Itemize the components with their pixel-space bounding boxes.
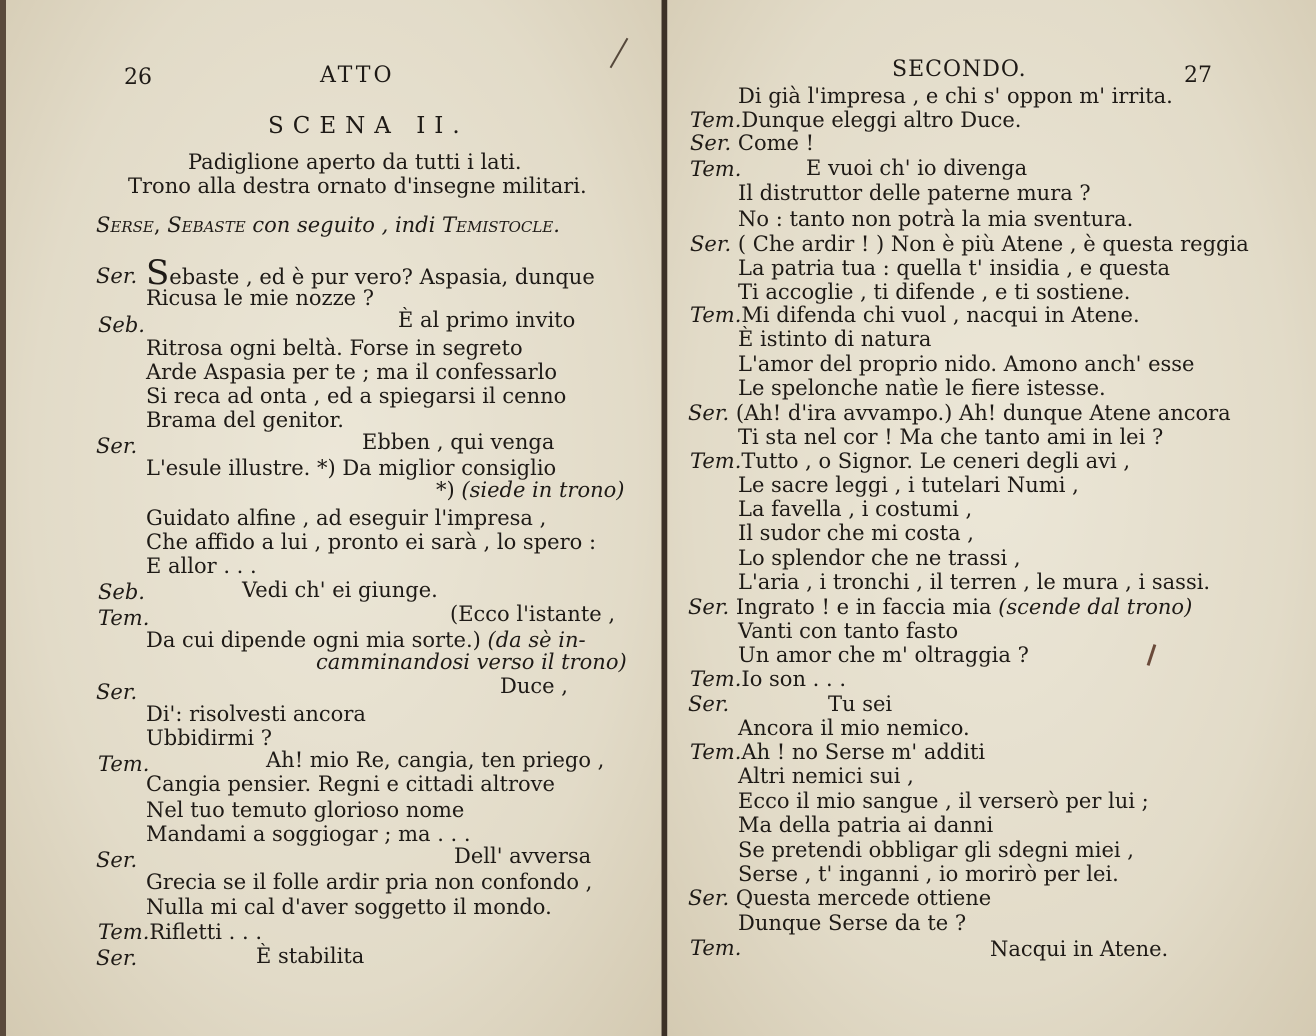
speaker-label: Tem. (690, 449, 742, 473)
speaker-label: Ser. (96, 264, 138, 288)
scene-title: SCENA II. (268, 113, 469, 139)
verse-line: Guidato alfine , ad eseguir l'impresa , (146, 506, 547, 530)
verse-line (98, 920, 262, 944)
page-number: 26 (124, 65, 152, 90)
verse-line: Ecco il mio sangue , il verserò per lui ; (738, 789, 1149, 813)
verse-line: E vuoi ch' io divenga (806, 156, 1028, 180)
verse-line: L'aria , i tronchi , il terren , le mura , i sassi. (738, 570, 1211, 594)
verse-line: Vedi ch' ei giunge. (242, 578, 438, 602)
verse-line: Di': risolvesti ancora (146, 702, 366, 726)
right-page (667, 0, 1316, 1036)
speaker-label: Tem. (690, 936, 742, 960)
drop-initial: S (146, 253, 170, 293)
verse-line: Altri nemici sui , (738, 764, 914, 788)
verse-text: Questa mercede ottiene (735, 886, 992, 910)
verse-text: Ah ! no Serse m' additi (741, 740, 986, 764)
verse-line (690, 740, 985, 764)
verse-text: Dunque eleggi altro Duce. (741, 108, 1022, 132)
verse-line: Arde Aspasia per te ; ma il confessarlo (146, 360, 558, 384)
verse-line: Ah! mio Re, cangia, ten priego , (266, 748, 605, 772)
speaker-label: Ser. (688, 886, 730, 910)
verse-text: Come ! (737, 131, 815, 155)
verse-line: Il distruttor delle paterne mura ? (738, 181, 1091, 205)
verse-line: Mandami a soggiogar ; ma . . . (146, 822, 471, 846)
verse-line: Che affido a lui , pronto ei sarà , lo spero : (146, 530, 597, 554)
verse-line: Grecia se il folle ardir pria non confondo , (146, 870, 593, 894)
verse-line: Le sacre leggi , i tutelari Numi , (738, 473, 1079, 497)
verse-line: Brama del genitor. (146, 408, 344, 432)
stage-direction-text: (scende dal trono) (998, 595, 1193, 619)
speaker-label: Tem. (690, 740, 742, 764)
speaker-label: Tem. (98, 920, 150, 944)
speaker-label: Tem. (690, 667, 742, 691)
verse-line: La patria tua : quella t' insidia , e questa (738, 256, 1170, 280)
speaker-label: Ser. (688, 595, 730, 619)
character-separator: , (153, 213, 161, 237)
characters-line (96, 213, 560, 237)
speaker-label: Ser. (96, 848, 138, 872)
speaker-label: Tem. (690, 157, 742, 181)
verse-line: Ti accoglie , ti difende , e ti sostiene. (738, 280, 1131, 304)
verse-line: L'esule illustre. *) Da miglior consiglio (146, 456, 557, 480)
stage-direction-text: (siede in trono) (461, 478, 625, 502)
verse-line: Si reca ad onta , ed a spiegarsi il cenno (146, 384, 567, 408)
character-name: Sebaste (167, 213, 246, 237)
verse-text: ( Che ardir ! ) Non è più Atene , è questa reggia (737, 232, 1249, 256)
verse-line: Ubbidirmi ? (146, 726, 273, 750)
verse-line: Se pretendi obbligar gli sdegni miei , (738, 838, 1134, 862)
speaker-label: Ser. (690, 232, 732, 256)
verse-line: Dunque Serse da te ? (738, 911, 967, 935)
verse-line: Serse , t' inganni , io morirò per lei. (738, 862, 1119, 886)
speaker-label: Ser. (688, 401, 730, 425)
verse-text: Tutto , o Signor. Le ceneri degli avi , (741, 449, 1131, 473)
verse-line: La favella , i costumi , (738, 497, 973, 521)
speaker-label: Seb. (98, 313, 145, 337)
speaker-label: Ser. (96, 946, 138, 970)
verse-line (688, 886, 991, 910)
verse-line: Ti sta nel cor ! Ma che tanto ami in lei ? (738, 425, 1164, 449)
footnote-mark: *) (436, 478, 455, 502)
setting-line: Padiglione aperto da tutti i lati. (188, 150, 522, 174)
speaker-label: Tem. (98, 752, 150, 776)
speaker-label: Tem. (98, 606, 150, 630)
verse-line: Nacqui in Atene. (990, 937, 1169, 961)
verse-line: Le spelonche natìe le fiere istesse. (738, 376, 1106, 400)
verse-line: È stabilita (256, 944, 365, 968)
left-page (6, 0, 662, 1036)
verse-line: Il sudor che mi costa , (738, 521, 974, 545)
verse-line: Cangia pensier. Regni e cittadi altrove (146, 772, 555, 796)
verse-text: (Ah! d'ira avvampo.) Ah! dunque Atene ancora (735, 401, 1231, 425)
stage-text: con seguito , indi (252, 213, 436, 237)
pencil-mark (1147, 644, 1157, 666)
setting-line: Trono alla destra ornato d'insegne militari. (128, 174, 587, 198)
verse-line (688, 595, 1192, 619)
verse-line (146, 628, 586, 652)
verse-line: Vanti con tanto fasto (738, 619, 959, 643)
verse-text: Da cui dipende ogni mia sorte.) (146, 628, 481, 652)
verse-line: No : tanto non potrà la mia sventura. (738, 207, 1134, 231)
verse-line: Di già l'impresa , e chi s' oppon m' irrita. (738, 84, 1173, 108)
speaker-label: Ser. (96, 434, 138, 458)
verse-text: Io son . . . (741, 667, 847, 691)
verse-line: È istinto di natura (738, 327, 932, 351)
verse-line: Nulla mi cal d'aver soggetto il mondo. (146, 895, 552, 919)
verse-text: Rifletti . . . (149, 920, 263, 944)
speaker-label: Ser. (96, 680, 138, 704)
verse-line (688, 401, 1231, 425)
stage-direction-text: camminandosi verso il trono) (316, 650, 627, 674)
stage-direction-text: (da sè in- (487, 628, 586, 652)
speaker-label: Seb. (98, 580, 145, 604)
verse-line (690, 449, 1130, 473)
verse-line (690, 667, 846, 691)
verse-line: È al primo invito (398, 308, 576, 332)
verse-text: Mi difenda chi vuol , nacqui in Atene. (741, 303, 1140, 327)
verse-line: L'amor del proprio nido. Amono anch' esse (738, 352, 1195, 376)
verse-line: Ma della patria ai danni (738, 813, 994, 837)
verse-line: Lo splendor che ne trassi , (738, 546, 1021, 570)
verse-line: Un amor che m' oltraggia ? (738, 643, 1029, 667)
verse-line: Ritrosa ogni beltà. Forse in segreto (146, 336, 523, 360)
verse-line (690, 232, 1249, 256)
verse-text: Ingrato ! e in faccia mia (735, 595, 992, 619)
verse-line: Tu sei (828, 692, 893, 716)
character-name: Serse (96, 213, 154, 237)
verse-line: Ancora il mio nemico. (738, 716, 970, 740)
pencil-mark (610, 38, 629, 68)
verse-line (690, 303, 1140, 327)
character-name: Temistocle. (442, 213, 560, 237)
verse-text: ebaste , ed è pur vero? Aspasia, dunque (169, 265, 595, 289)
verse-line: Ricusa le mie nozze ? (146, 286, 374, 310)
verse-line: (Ecco l'istante , (450, 602, 616, 626)
verse-line (690, 131, 814, 155)
verse-line: E allor . . . (146, 554, 257, 578)
speaker-label: Ser. (690, 131, 732, 155)
running-head: SECONDO. (892, 57, 1027, 82)
page-number: 27 (1184, 63, 1212, 88)
verse-line (146, 253, 595, 293)
verse-line: Nel tuo temuto glorioso nome (146, 798, 465, 822)
stage-direction (436, 478, 624, 502)
verse-line: Ebben , qui venga (362, 430, 555, 454)
verse-line: Duce , (500, 674, 568, 698)
speaker-label: Tem. (690, 108, 742, 132)
verse-line: Dell' avversa (454, 844, 592, 868)
speaker-label: Tem. (690, 303, 742, 327)
speaker-label: Ser. (688, 692, 730, 716)
verse-line (690, 108, 1021, 132)
running-head: ATTO (320, 63, 395, 88)
